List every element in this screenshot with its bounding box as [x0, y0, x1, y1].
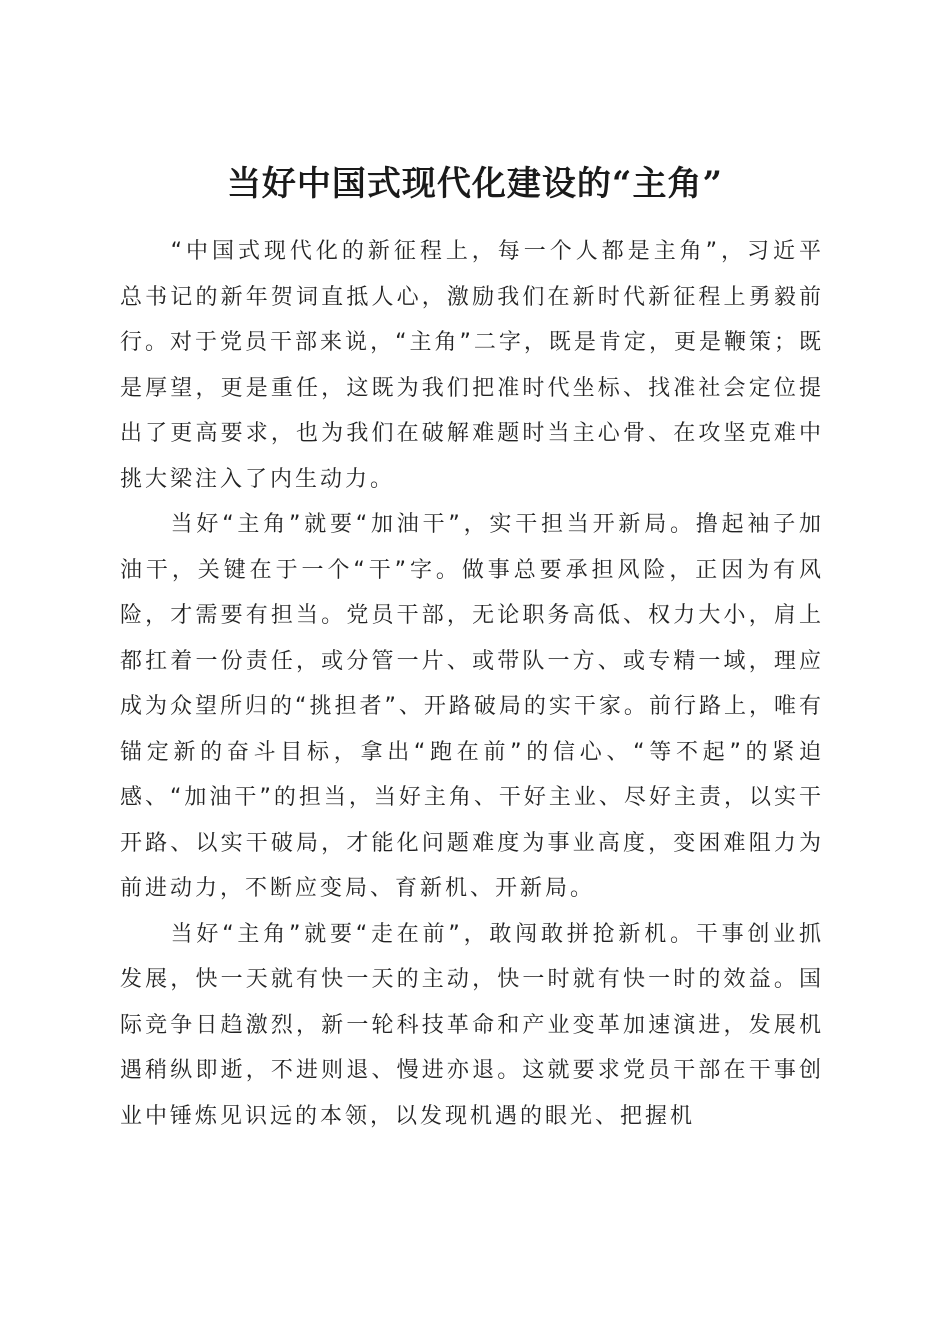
- paragraph-3: 当好“主角”就要“走在前”，敢闯敢拼抢新机。干事创业抓发展，快一天就有快一天的主动，快一时就有快一时的效益。国际竞争日趋激烈，新一轮科技革命和产业变革加速演进，发展机遇稍纵即逝，不进则退、慢进亦退。这就要求党员干部在干事创业中锤炼见识远的本领，以发现机遇的眼光、把握机: [120, 921, 824, 1129]
- document-body: [120, 229, 824, 1139]
- paragraph-2: 当好“主角”就要“加油干”，实干担当开新局。撸起袖子加油干，关键在于一个“干”字。做事总要承担风险，正因为有风险，才需要有担当。党员干部，无论职务高低、权力大小，肩上都扛着一份责任，或分管一片、或带队一方、或专精一域，理应成为众望所归的“挑担者”、开路破局的实干家。前行路上，唯有锚定新的奋斗目标，拿出“跑在前”的信心、“等不起”的紧迫感、“加油干”的担当，当好主角、干好主业、尽好主责，以实干开路、以实干破局，才能化问题难度为事业高度，变困难阻力为前进动力，不断应变局、育新机、开新局。: [120, 512, 824, 901]
- paragraph-1: “中国式现代化的新征程上，每一个人都是主角”，习近平总书记的新年贺词直抵人心，激励我们在新时代新征程上勇毅前行。对于党员干部来说，“主角”二字，既是肯定，更是鞭策；既是厚望，更是重任，这既为我们把准时代坐标、找准社会定位提出了更高要求，也为我们在破解难题时当主心骨、在攻坚克难中挑大梁注入了内生动力。: [120, 239, 824, 492]
- document-title: 当好中国式现代化建设的“主角”: [226, 163, 724, 204]
